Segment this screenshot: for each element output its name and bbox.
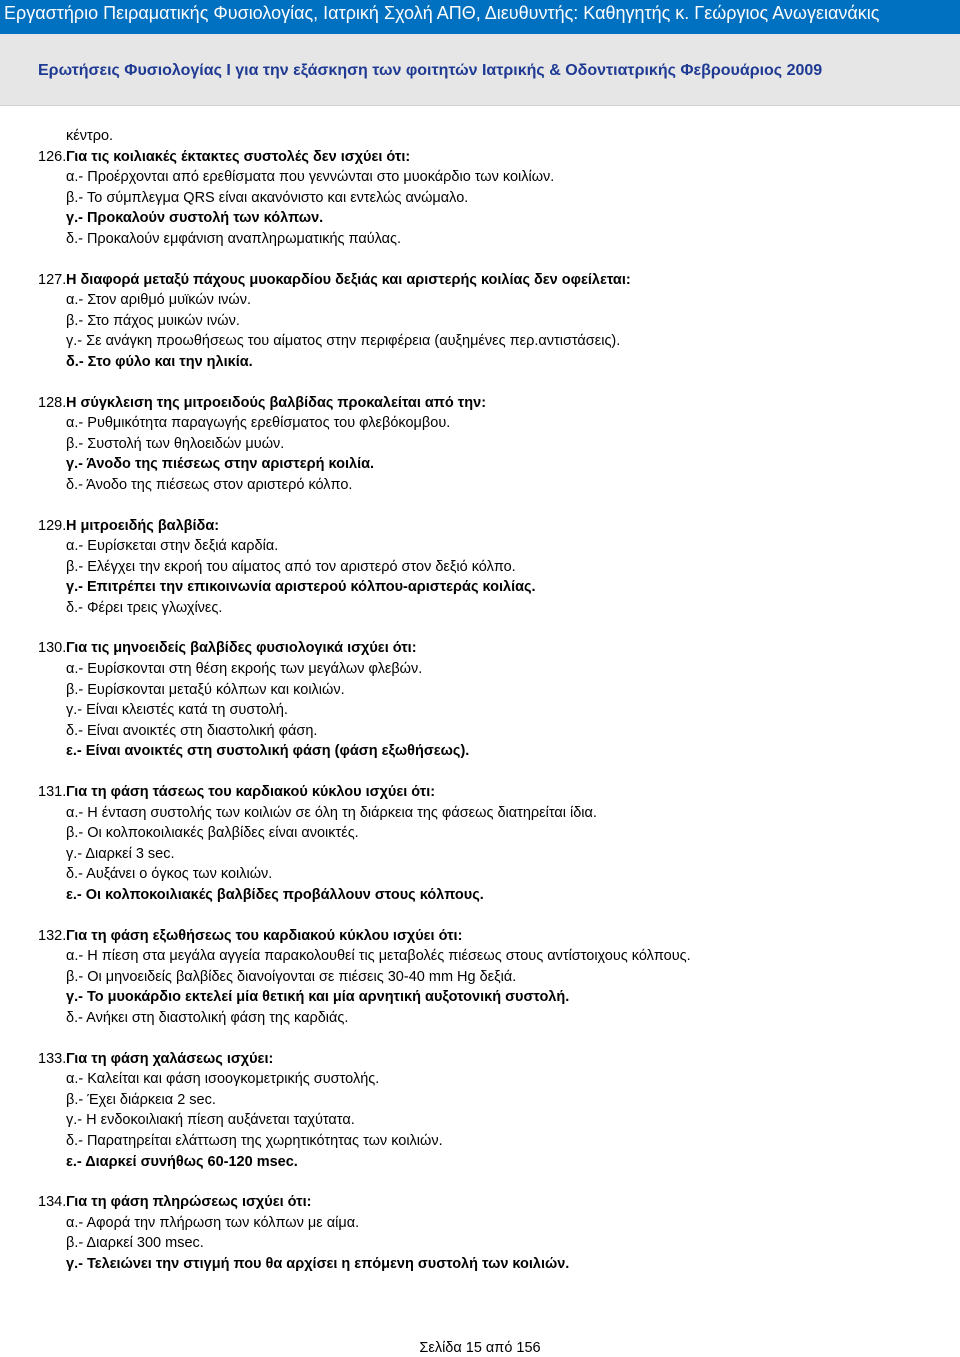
question-header [0, 516, 960, 537]
question-block [0, 1192, 960, 1274]
question-text: Για τη φάση εξωθήσεως του καρδιακού κύκλου ισχύει ότι: [66, 927, 463, 944]
question-block [0, 926, 960, 1029]
answer-option: β.- Το σύμπλεγμα QRS είναι ακανόνιστο και εντελώς ανώμαλο. [66, 189, 469, 206]
answer-option: α.- Η πίεση στα μεγάλα αγγεία παρακολουθεί τις μεταβολές πιέσεως στους αντίστοιχους κόλπους. [66, 948, 691, 965]
answer-option: β.- Έχει διάρκεια 2 sec. [66, 1091, 216, 1108]
answer-option: β.- Οι μηνοειδείς βαλβίδες διανοίγονται σε πιέσεις 30-40 mm Hg δεξιά. [66, 968, 517, 985]
document-title: Ερωτήσεις Φυσιολογίας Ι για την εξάσκηση των φοιτητών Ιατρικής & Οδοντιατρικής Φεβρουάριος 2009 [38, 62, 823, 79]
answer-option: β.- Διαρκεί 300 msec. [66, 1235, 204, 1252]
answer-option: β.- Ελέγχει την εκροή του αίματος από τον αριστερό στον δεξιό κόλπο. [66, 558, 516, 575]
answer-option: β.- Οι κολποκοιλιακές βαλβίδες είναι ανοικτές. [66, 825, 359, 842]
answer-option: δ.- Παρατηρείται ελάττωση της χωρητικότητας των κοιλιών. [66, 1132, 443, 1149]
answer-option-correct: γ.- Τελειώνει την στιγμή που θα αρχίσει η επόμενη συστολή των κοιλιών. [66, 1255, 570, 1272]
answer-option: α.- Ευρίσκονται στη θέση εκροής των μεγάλων φλεβών. [66, 661, 423, 678]
question-number: 126. [38, 148, 67, 165]
answer-option: α.- Η ένταση συστολής των κοιλιών σε όλη τη διάρκεια της φάσεως διατηρείται ίδια. [66, 804, 597, 821]
answer-option: γ.- Σε ανάγκη προωθήσεως του αίματος στην περιφέρεια (αυξημένες περ.αντιστάσεις). [66, 333, 621, 350]
continuation-text: κέντρο. [66, 128, 114, 144]
answer-option: δ.- Αυξάνει ο όγκος των κοιλιών. [66, 866, 273, 883]
answer-option: δ.- Άνοδο της πιέσεως στον αριστερό κόλπο. [66, 476, 353, 493]
answer-option-correct: γ.- Άνοδο της πιέσεως στην αριστερή κοιλία. [66, 456, 375, 473]
question-text: Για τις μηνοειδείς βαλβίδες φυσιολογικά ισχύει ότι: [66, 640, 417, 657]
answer-option-correct: δ.- Στο φύλο και την ηλικία. [66, 353, 253, 370]
question-header [0, 393, 960, 414]
question-block [0, 1049, 960, 1173]
question-text: Η μιτροειδής βαλβίδα: [66, 517, 220, 534]
answer-option: γ.- Είναι κλειστές κατά τη συστολή. [66, 702, 288, 719]
question-number: 134. [38, 1194, 67, 1211]
question-block [0, 147, 960, 250]
question-number: 130. [38, 640, 67, 657]
header-institution: Εργαστήριο Πειραματικής Φυσιολογίας, Ιατρική Σχολή ΑΠΘ, Διευθυντής: Καθηγητής κ. Γεώργιος Ανωγειανάκις [0, 0, 960, 34]
answer-option: γ.- Διαρκεί 3 sec. [66, 845, 175, 862]
question-number: 129. [38, 517, 67, 534]
answer-option: α.- Ευρίσκεται στην δεξιά καρδία. [66, 538, 279, 555]
answer-option: δ.- Προκαλούν εμφάνιση αναπληρωματικής παύλας. [66, 230, 402, 247]
answer-option: β.- Στο πάχος μυικών ινών. [66, 312, 240, 329]
question-text: Για τη φάση χαλάσεως ισχύει: [66, 1050, 274, 1067]
answer-option: β.- Συστολή των θηλοειδών μυών. [66, 435, 285, 452]
question-number: 131. [38, 784, 67, 801]
answer-option: β.- Ευρίσκονται μεταξύ κόλπων και κοιλιών. [66, 681, 345, 698]
question-block [0, 638, 960, 762]
question-text: Για τη φάση τάσεως του καρδιακού κύκλου ισχύει ότι: [66, 784, 436, 801]
question-text: Για τη φάση πληρώσεως ισχύει ότι: [66, 1194, 312, 1211]
question-text: Η σύγκλειση της μιτροειδούς βαλβίδας προκαλείται από την: [66, 394, 487, 411]
answer-option-correct: ε.- Διαρκεί συνήθως 60-120 msec. [66, 1153, 298, 1170]
answer-option: α.- Καλείται και φάση ισοογκομετρικής συστολής. [66, 1071, 380, 1088]
answer-option: δ.- Ανήκει στη διαστολική φάση της καρδιάς. [66, 1009, 349, 1026]
answer-option-correct: γ.- Επιτρέπει την επικοινωνία αριστερού κόλπου-αριστεράς κοιλίας. [66, 579, 536, 596]
questions-container [0, 147, 960, 1275]
page-number: Σελίδα 15 από 156 [419, 1340, 541, 1356]
question-header [0, 270, 960, 291]
question-number: 127. [38, 271, 67, 288]
question-header [0, 1192, 960, 1213]
question-text: Για τις κοιλιακές έκτακτες συστολές δεν ισχύει ότι: [66, 148, 411, 165]
answer-option-correct: ε.- Είναι ανοικτές στη συστολική φάση (φάση εξωθήσεως). [66, 743, 470, 760]
question-number: 128. [38, 394, 67, 411]
answer-option-correct: ε.- Οι κολποκοιλιακές βαλβίδες προβάλλουν στους κόλπους. [66, 887, 484, 903]
answer-option: α.- Αφορά την πλήρωση των κόλπων με αίμα. [66, 1214, 360, 1231]
question-block [0, 782, 960, 906]
answer-option: γ.- Η ενδοκοιλιακή πίεση αυξάνεται ταχύτατα. [66, 1112, 355, 1129]
question-header [0, 782, 960, 803]
question-header [0, 147, 960, 168]
question-block [0, 270, 960, 373]
answer-option: α.- Στον αριθμό μυϊκών ινών. [66, 292, 252, 309]
answer-option: δ.- Είναι ανοικτές στη διαστολική φάση. [66, 722, 318, 739]
question-block [0, 516, 960, 619]
answer-option: α.- Ρυθμικότητα παραγωγής ερεθίσματος του φλεβόκομβου. [66, 415, 451, 432]
question-header [0, 1049, 960, 1070]
question-header [0, 926, 960, 947]
answer-option: δ.- Φέρει τρεις γλωχίνες. [66, 599, 223, 616]
question-list [0, 126, 960, 1275]
question-number: 133. [38, 1050, 67, 1067]
question-header [0, 638, 960, 659]
question-text: Η διαφορά μεταξύ πάχους μυοκαρδίου δεξιάς και αριστερής κοιλίας δεν οφείλεται: [66, 271, 631, 288]
question-block [0, 393, 960, 496]
answer-option: α.- Προέρχονται από ερεθίσματα που γεννώνται στο μυοκάρδιο των κοιλίων. [66, 169, 555, 186]
answer-option-correct: γ.- Προκαλούν συστολή των κόλπων. [66, 210, 324, 227]
question-number: 132. [38, 927, 67, 944]
header-band [0, 34, 960, 106]
answer-option-correct: γ.- Το μυοκάρδιο εκτελεί μία θετική και μία αρνητική αυξοτονική συστολή. [66, 989, 570, 1006]
